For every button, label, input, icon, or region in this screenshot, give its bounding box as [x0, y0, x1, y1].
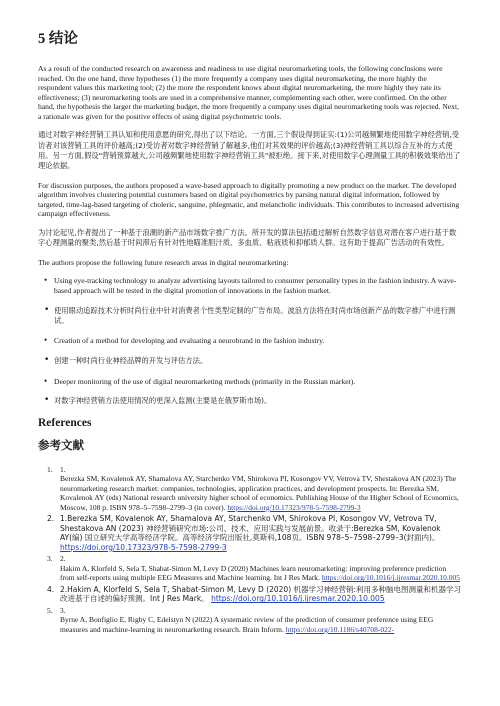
reference-item: [47, 584, 462, 604]
doi-link[interactable]: https://doi.org/10.17323/978-5-7598-2799-3: [227, 502, 361, 512]
list-item: • Using eye-tracking technology to analyze advertising layouts tailored to consumer personality types in the fashion industry. A wave-based approach will be tested in the digital promotion of innovations in the fashion market.: [54, 276, 462, 295]
doi-link[interactable]: https://doi.org/10.1186/s40708-022-: [285, 624, 395, 634]
reference-number: 4.: [47, 584, 55, 594]
reference-text: 1.Berezka SM, Kovalenok AY, Shamalova AY, Starchenko VM, Shirokova PI, Kosongov VV, Vetrova TV, Shestakova AN (2023) 神经营销研究市场:公司、技术、应用实践与发展前景。收录于:Berezka SM, Kovalenok AY(编) 国立研究大学高等经济学院。高等经济学院出版社,莫斯科,108页。ISBN 978–5–7598–2799–3(封面内)。: [60, 514, 441, 543]
list-item: • 使用眼动追踪技术分析时尚行业中针对消费者个性类型定制的广告布局。波浪方法将在时尚市场创新产品的数字推广中进行测试。: [54, 306, 462, 327]
list-item: • 创建一种时尚行业神经品牌的开发与评估方法。: [54, 356, 462, 366]
conclusion-paragraph-en: As a result of the conducted research on awareness and readiness to use digital neuromarketing tools, the following conclusions were reached. On the one hand, three hypotheses (1) the more frequently a company uses digital neuromarketing, the more highly the respondent values this marketing tool; (2) the more the respondent knows about digital neuromarketing, the more highly they rate its effectiveness; (3) neuromarketing tools are used in a comprehensive manner, complementing each other, were confirmed. On the other hand, the hypothesis the larger the marketing budget, the more frequently a company uses digital neuromarketing tools was rejected. Next, a rationale was given for the positive effects of using digital psychometric tools.: [38, 63, 459, 121]
reference-item: [47, 464, 462, 513]
reference-index-label: 3.: [60, 605, 66, 615]
future-research-intro: The authors propose the following future research areas in digital neuromarketing:: [38, 257, 289, 267]
conclusion-paragraph-zh: 通过对数字神经营销工具认知和使用意愿的研究,得出了以下结论。一方面,三个假设得到证实:(1)公司越频繁地使用数字神经营销,受访者对该营销工具的评价越高;(2)受访者对数字神经营销了解越多,他们对其效果的评价越高;(3)神经营销工具以综合互补的方式使用。另一方面,假设"营销预算越大,公司越频繁地使用数字神经营销工具"被拒绝。接下来,对使用数字心理测量工具的积极效果给出了理论依据。: [38, 130, 461, 171]
reference-item: [47, 554, 462, 583]
reference-number: 3.: [47, 554, 53, 564]
reference-text: Hakim A, Klorfeld S, Sela T, Shabat-Simon M, Levy D (2020) Machines learn neuromarketing: improving preference prediction from self-reports using multiple EEG Measures and Machine learning. Int J Res Mark.: [60, 563, 447, 583]
discussion-paragraph-zh: 为讨论起见,作者提出了一种基于浪潮的新产品市场数字推广方法。所开发的算法包括通过解析自然数字信息对潜在客户进行基于数字心理测量的聚类,然后基于时间滞后有针对性地瞄准胆汁质、多血质、粘液质和抑郁质人群。这有助于提高广告活动的有效性。: [38, 228, 457, 248]
future-research-list: [38, 276, 462, 406]
reference-number: 2.: [47, 514, 55, 524]
doi-link[interactable]: https://doi.org/10.1016/j.ijresmar.2020.10.005: [211, 594, 385, 604]
doi-link[interactable]: https://doi.org/10.1016/j.ijresmar.2020.10.005: [321, 573, 461, 583]
list-item: • 对数字神经营销方法使用情况的更深入监测(主要是在俄罗斯市场)。: [54, 396, 462, 406]
section-title: 5 结论: [38, 31, 78, 47]
list-item: • Creation of a method for developing and evaluating a neurobrand in the fashion industry.: [54, 336, 462, 346]
references-heading-zh: 参考文献: [38, 437, 84, 452]
doi-link[interactable]: https://doi.org/10.17323/978-5-7598-2799-3: [60, 542, 227, 552]
reference-text: Byrne A, Bonfiglio E, Rigby C, Edelstyn N (2022) A systematic review of the prediction of consumer preference using EEG measures and machine-learning in neuromarketing research. Brain Inform.: [60, 615, 434, 634]
reference-item: [47, 605, 462, 635]
references-heading: References: [38, 416, 92, 429]
reference-number: 1.: [47, 464, 53, 474]
reference-item: [47, 514, 462, 552]
list-item: • Deeper monitoring of the use of digital neuromarketing methods (primarily in the Russian market).: [54, 377, 462, 387]
reference-text: 2.Hakim A, Klorfeld S, Sela T, Shabat-Simon M, Levy D (2020) 机器学习神经营销:利用多种脑电图测量和机器学习改进基于自述的偏好预测。Int J Res Mark。: [60, 584, 462, 604]
reference-list: [38, 465, 462, 635]
reference-index-label: 2.: [60, 554, 66, 564]
discussion-paragraph-en: For discussion purposes, the authors proposed a wave-based approach to digitally promoting a new product on the market. The developed algorithm involves clustering potential customers based on digital psychometrics by parsing natural digital information, followed by targeted, time-lag-based targeting of choleric, sanguine, phlegmatic, and melancholic individuals. This contributes to increased advertising campaign effectiveness.: [38, 180, 460, 219]
reference-text: Berezka SM, Kovalenok AY, Shamalova AY, Starchenko VM, Shirokova PI, Kosongov VV, Vetrova TV, Shestakova AN (2023) The neuromarketing research market: companies, technologies, application practices, and development prospects. In: Berezka SM, Kovalenok AY (eds) National research university higher school of economics. Publishing House of the Higher School of Economics, Moscow, 108 p. ISBN 978–5–7598–2799–3 (in cover).: [60, 474, 459, 512]
reference-number: 5.: [47, 605, 53, 615]
reference-index-label: 1.: [60, 464, 66, 474]
